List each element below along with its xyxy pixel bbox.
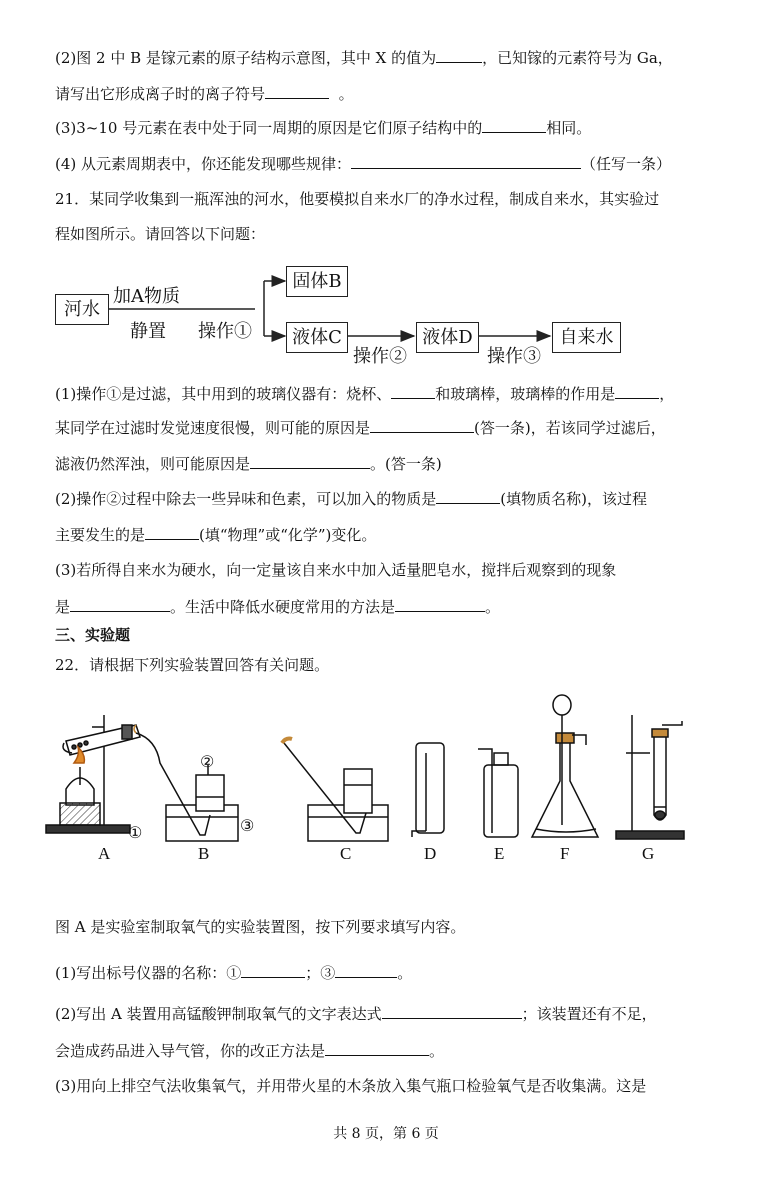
label-g: G bbox=[642, 844, 655, 863]
lab-apparatus-figure bbox=[0, 685, 772, 875]
box-solid-b: 固体B bbox=[286, 266, 348, 297]
text: 请写出它形成离子时的离子符号 bbox=[55, 85, 266, 103]
text: (1)操作①是过滤，其中用到的玻璃仪器有：烧杯、 bbox=[55, 385, 392, 403]
marker-3: ③ bbox=[240, 816, 255, 835]
marker-1: ① bbox=[128, 823, 143, 842]
text: (2)图 2 中 B 是镓元素的原子结构示意图，其中 X 的值为 bbox=[55, 49, 437, 67]
marker-2: ② bbox=[200, 752, 215, 771]
label-op1: 操作① bbox=[198, 321, 252, 342]
q21-2-line1 bbox=[55, 488, 647, 509]
text: ，已知镓的元素符号为 Ga， bbox=[482, 49, 673, 67]
q22-1-line bbox=[55, 962, 412, 983]
label-e: E bbox=[494, 844, 505, 863]
q21-stem-line2: 程如图所示。请回答以下问题： bbox=[55, 225, 266, 243]
text: 。 bbox=[429, 1042, 445, 1060]
apparatus-f bbox=[532, 695, 598, 837]
apparatus-e bbox=[478, 749, 518, 837]
section-heading-experiments: 三、实验题 bbox=[55, 626, 131, 644]
text: (答一条)，若该同学过滤后， bbox=[474, 419, 666, 437]
text: 。生活中降低水硬度常用的方法是 bbox=[170, 598, 396, 616]
answer-blank[interactable] bbox=[325, 1040, 429, 1056]
q22-2-line1 bbox=[55, 1003, 657, 1024]
text: (3)3~10 号元素在表中处于同一周期的原因是它们原子结构中的 bbox=[55, 119, 483, 137]
apparatus-a bbox=[46, 715, 140, 833]
answer-blank[interactable] bbox=[250, 453, 370, 469]
answer-blank[interactable] bbox=[145, 524, 199, 540]
apparatus-d bbox=[412, 743, 444, 837]
text: 和玻璃棒，玻璃棒的作用是 bbox=[435, 385, 616, 403]
q21-1-line2 bbox=[55, 417, 666, 438]
label-settle: 静置 bbox=[130, 321, 166, 342]
label-f: F bbox=[560, 844, 570, 863]
text: 。 bbox=[485, 598, 501, 616]
text: 相同。 bbox=[546, 119, 592, 137]
apparatus-b bbox=[166, 765, 238, 841]
flowchart-arrows bbox=[0, 0, 772, 380]
answer-blank[interactable] bbox=[241, 962, 305, 978]
answer-blank[interactable] bbox=[370, 417, 474, 433]
text: 是 bbox=[55, 598, 71, 616]
answer-blank[interactable] bbox=[436, 488, 500, 504]
answer-blank[interactable] bbox=[70, 596, 170, 612]
box-liquid-d: 液体D bbox=[416, 322, 479, 353]
text: 。(答一条) bbox=[370, 455, 442, 473]
text: 主要发生的是 bbox=[55, 526, 146, 544]
q21-stem-line1: 21．某同学收集到一瓶浑浊的河水，他要模拟自来水厂的净水过程，制成自来水，其实验过 bbox=[55, 190, 660, 208]
text: 某同学在过滤时发觉速度很慢，则可能的原因是 bbox=[55, 419, 371, 437]
text: 。 bbox=[338, 85, 354, 103]
text: 。 bbox=[397, 964, 413, 982]
text: ， bbox=[659, 385, 675, 403]
label-op3: 操作③ bbox=[487, 346, 541, 367]
q21-2-line2 bbox=[55, 524, 376, 545]
label-d: D bbox=[424, 844, 437, 863]
label-b: B bbox=[198, 844, 210, 863]
text: (填“物理”或“化学”)变化。 bbox=[199, 526, 377, 544]
answer-blank[interactable] bbox=[391, 383, 435, 399]
q21-1-line1 bbox=[55, 383, 674, 404]
text: (填物质名称)，该过程 bbox=[500, 490, 647, 508]
q21-1-line3 bbox=[55, 453, 442, 474]
answer-blank[interactable] bbox=[395, 596, 485, 612]
text: ；该装置还有不足， bbox=[521, 1005, 657, 1023]
q21-3-line2 bbox=[55, 596, 500, 617]
q22-2-line2 bbox=[55, 1040, 444, 1061]
label-add-a: 加A物质 bbox=[113, 286, 180, 307]
text: （任写一条） bbox=[581, 155, 672, 173]
text: 滤液仍然浑浊，则可能原因是 bbox=[55, 455, 251, 473]
q21-3-line1: (3)若所得自来水为硬水，向一定量该自来水中加入适量肥皂水，搅拌后观察到的现象 bbox=[55, 561, 617, 579]
text: (1)写出标号仪器的名称：① bbox=[55, 964, 242, 982]
q22-stem: 22．请根据下列实验装置回答有关问题。 bbox=[55, 656, 330, 674]
box-river: 河水 bbox=[55, 294, 109, 325]
label-a: A bbox=[98, 844, 111, 863]
text: ；③ bbox=[305, 964, 336, 982]
box-liquid-c: 液体C bbox=[286, 322, 348, 353]
apparatus-g bbox=[616, 715, 684, 839]
answer-blank[interactable] bbox=[615, 383, 659, 399]
q22-intro: 图 A 是实验室制取氧气的实验装置图，按下列要求填写内容。 bbox=[55, 918, 466, 936]
text: 会造成药品进入导气管，你的改正方法是 bbox=[55, 1042, 326, 1060]
answer-blank[interactable] bbox=[382, 1003, 522, 1019]
label-op2: 操作② bbox=[353, 346, 407, 367]
label-c: C bbox=[340, 844, 352, 863]
text: (2)操作②过程中除去一些异味和色素，可以加入的物质是 bbox=[55, 490, 437, 508]
page-footer: 共 8 页，第 6 页 bbox=[333, 1126, 439, 1142]
box-tap-water: 自来水 bbox=[552, 322, 621, 353]
apparatus-c bbox=[282, 739, 388, 842]
answer-blank[interactable] bbox=[335, 962, 397, 978]
text: (4) 从元素周期表中，你还能发现哪些规律： bbox=[55, 155, 352, 173]
q22-3-line: (3)用向上排空气法收集氧气，并用带火星的木条放入集气瓶口检验氧气是否收集满。这是 bbox=[55, 1077, 647, 1095]
text: (2)写出 A 装置用高锰酸钾制取氧气的文字表达式 bbox=[55, 1005, 382, 1023]
